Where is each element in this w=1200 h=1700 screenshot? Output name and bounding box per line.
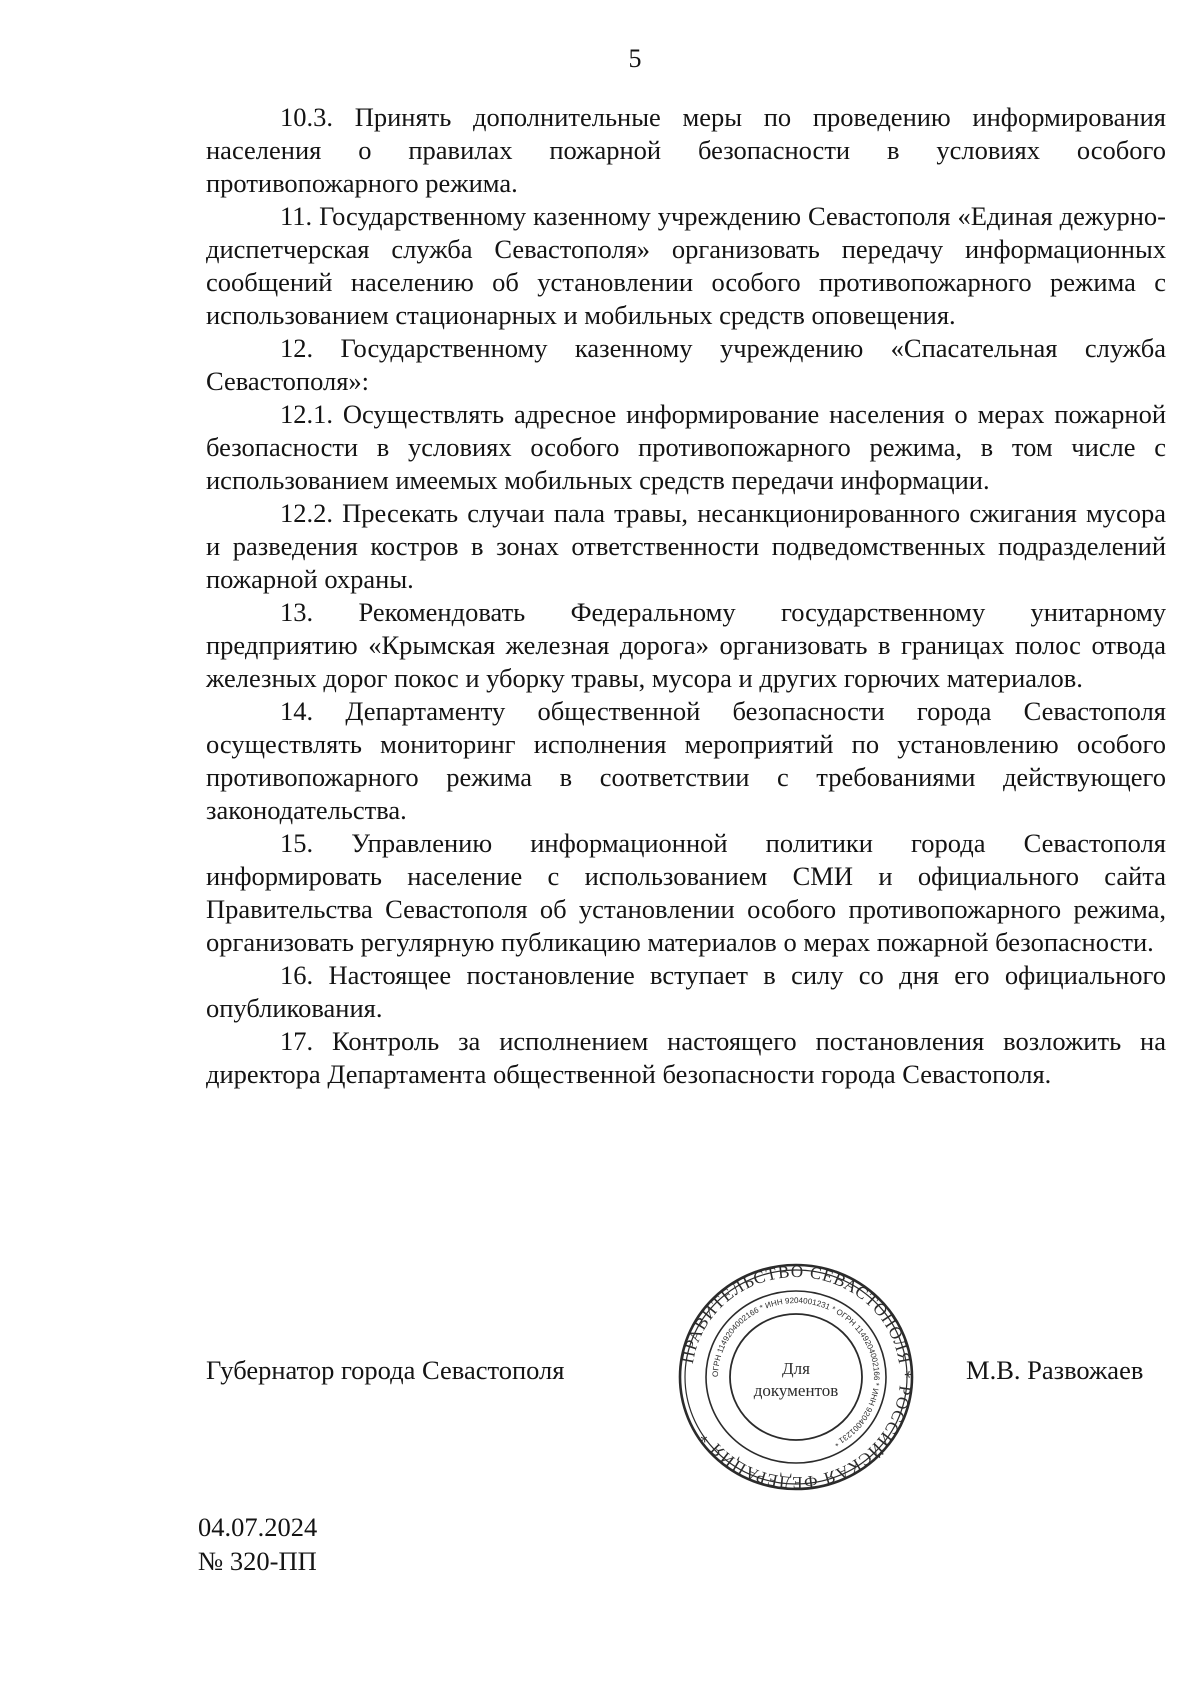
- document-number: № 320-ПП: [198, 1546, 317, 1576]
- page-number: 5: [628, 44, 642, 73]
- paragraph-15: 15. Управлению информационной политики города Севастополя информировать население с использованием СМИ и официального сайта Правительства Севастополя об установлении особого противопожарного режима, организовать регулярную публикацию материалов о мерах пожарной безопасности.: [206, 828, 1166, 957]
- paragraph-14: 14. Департаменту общественной безопасности города Севастополя осуществлять мониторинг исполнения мероприятий по установлению особого противопожарного режима в соответствии с требованиями действующего законодательства.: [206, 696, 1166, 825]
- paragraph-12-1: 12.1. Осуществлять адресное информирование населения о мерах пожарной безопасности в условиях особого противопожарного режима, в том числе с использованием имеемых мобильных средств передачи информации.: [206, 399, 1166, 495]
- document-date: 04.07.2024: [198, 1512, 318, 1542]
- paragraph-13: 13. Рекомендовать Федеральному государственному унитарному предприятию «Крымская железная дорога» организовать в границах полос отвода железных дорог покос и уборку травы, мусора и других горючих материалов.: [206, 597, 1166, 693]
- seal-outer-text: ПРАВИТЕЛЬСТВО СЕВАСТОПОЛЯ * РОССИЙСКАЯ ФЕДЕРАЦИЯ *: [677, 1262, 915, 1492]
- official-seal-icon: [677, 1262, 915, 1492]
- signatory-name: М.В. Развожаев: [966, 1355, 1144, 1385]
- seal-center-line2: документов: [753, 1381, 839, 1400]
- document-body: [206, 101, 1166, 1091]
- seal-inner-text: ОГРН 1149204002166 * ИНН 9204001231 * ОГРН 1149204002166 * ИНН 9204001231 *: [710, 1295, 882, 1449]
- paragraph-17: 17. Контроль за исполнением настоящего постановления возложить на директора Департамента общественной безопасности города Севастополя.: [206, 1026, 1166, 1089]
- paragraph-12-2: 12.2. Пресекать случаи пала травы, несанкционированного сжигания мусора и разведения костров в зонах ответственности подведомственных подразделений пожарной охраны.: [206, 498, 1166, 594]
- paragraph-16: 16. Настоящее постановление вступает в силу со дня его официального опубликования.: [206, 960, 1166, 1023]
- paragraph-10-3: 10.3. Принять дополнительные меры по проведению информирования населения о правилах пожарной безопасности в условиях особого противопожарного режима.: [206, 102, 1166, 198]
- signatory-title: Губернатор города Севастополя: [206, 1355, 565, 1385]
- paragraph-12: 12. Государственному казенному учреждению «Спасательная служба Севастополя»:: [206, 333, 1166, 396]
- paragraph-11: 11. Государственному казенному учреждению Севастополя «Единая дежурно-диспетчерская служба Севастополя» организовать передачу информационных сообщений населению об установлении особого противопожарного режима с использованием стационарных и мобильных средств оповещения.: [206, 201, 1166, 330]
- seal-center-line1: Для: [782, 1359, 810, 1378]
